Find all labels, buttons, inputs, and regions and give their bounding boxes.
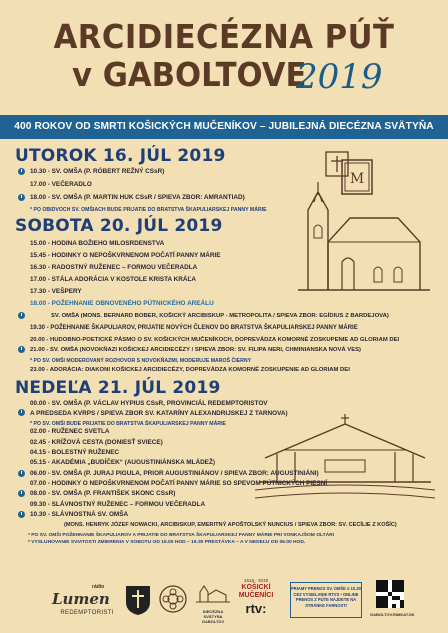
program-item: 00.00 - SV. OMŠA (P. VÁCLAV HYPIUS CSsR, PROVINCIÁL REDEMPTORISTOV: [30, 400, 268, 407]
kosicki-mucenici-logo: [232, 578, 280, 616]
clock-icon: [18, 490, 25, 497]
program-item: (MONS. HENRYK JÓZEF NOWACKI, ARCIBISKUP, EMERITNÝ APOŠTOLSKÝ NUNCIUS / SPIEVA ZBOR: SV. CECÍLIE Z KOŠÍC): [64, 522, 397, 529]
mucenici-wordmark: KOŠICKÍ MUČENÍCI: [238, 584, 274, 599]
program-item: 18.00 - POŽEHNANIE OBNOVENÉHO PÚTNICKÉHO AREÁLU: [30, 300, 214, 307]
clock-icon: [18, 409, 25, 416]
broadcast-info-box: PRIAMY PRENOS SV. OMŠE o 10.30 CEZ VYSIELANIE RTVS • ONLINE PRENOS Z PÚTE NÁJDETE NA STRÁNKE FARNOSTI: [290, 582, 362, 618]
title-line-1: ARCIDIECÉZNA PÚŤ: [53, 17, 395, 56]
diecezna-svatyna-logo: [194, 582, 232, 624]
parish-url[interactable]: GABOLTOV.RIMKAT.SK: [370, 612, 415, 617]
title-line-2: v GABOLTOVE: [72, 55, 307, 94]
program-note: * PO SV. OMŠI BUDE PRIJATIE DO BRATSTVA ŠKAPULIARSKEJ PANNY MÁRIE: [30, 420, 226, 427]
program-item: 15.00 - HODINA BOŽIEHO MILOSRDENSTVA: [30, 240, 165, 247]
clock-icon: [18, 168, 25, 175]
years-label: 1619 - 2019: [243, 578, 269, 583]
day-heading-saturday: SOBOTA 20. JÚL 2019: [15, 216, 223, 236]
program-item: 20.00 - HUDOBNO-POETICKÉ PÁSMO O SV. KOŠICKÝCH MUČENÍKOCH, DOPREVÁDZA KOMORNÉ ZOSKUPENIE AD GLORIAM DEI: [30, 337, 400, 343]
program-item: 02.45 - KRÍŽOVÁ CESTA (DONIESŤ SVIECE): [30, 438, 163, 446]
program-item: 17.00 - STÁLA ADORÁCIA V KOSTOLE KRISTA KRÁĽA: [30, 276, 197, 283]
program-item: 05.15 - AKADÉMIA „BUDÍČEK“ (AUGUSTINIÁNSKA MLÁDEŽ): [30, 459, 215, 467]
day-heading-tuesday: UTOROK 16. JÚL 2019: [15, 146, 226, 166]
flower-seal-icon: [158, 584, 188, 614]
program-note: * PO OBIDVOCH SV. OMŠIACH BUDE PRIJATIE DO BRATSTVA ŠKAPULIARSKEJ PANNY MÁRIE: [30, 207, 267, 213]
lumen-wordmark: Lumen: [52, 590, 110, 608]
clock-icon: [18, 312, 25, 319]
program-item: 10.30 - SV. OMŠA (P. RÓBERT REŽNÝ CSsR): [30, 168, 165, 175]
program-item: A PREDSEDA KVRPS / SPIEVA ZBOR SV. KATARÍNY ALEXANDRIJSKEJ Z TARNOVA): [30, 410, 288, 418]
program-item: SV. OMŠA (MONS. BERNARD BOBER, KOŠICKÝ ARCIBISKUP - METROPOLITA / SPIEVA ZBOR: EGÍDIUS Z BARDEJOVA): [51, 313, 389, 319]
church-small-icon: [194, 582, 232, 604]
program-item: 21.00 - SV. OMŠA (NOVOKŇAZI KOŠICKEJ ARCIDIECÉZY / SPIEVA ZBOR: SV. FILIPA NERI, CHMINIANSKA NOVÁ VES): [30, 347, 362, 353]
program-item: 23.00 - ADORÁCIA: DIAKONI KOŠICKEJ ARCIDIECÉZY, DOPREVÁDZA KOMORNÉ ZOSKUPENIE AD GLORIAM DEI: [30, 367, 350, 373]
qr-pattern: [376, 580, 404, 608]
program-note: * VYSLUHOVANIE SVIATOSTI ZMIERENIA V SOBOTU OD 16.00 HOD – 19.30 PRESTÁVKA – A V NEDEĽU OD 06.00 HOD.: [28, 540, 306, 546]
program-item: 04.15 - BOLESTNÝ RUŽENEC: [30, 449, 120, 457]
rtv-wordmark: rtv:: [245, 601, 267, 616]
program-item: 06.00 - SV. OMŠA (P. JURAJ PIGULA, PRIOR AUGUSTINIÁNOV / SPIEVA ZBOR: AUGUSTINIÁNI): [30, 469, 319, 477]
program-item: 10.30 - SLÁVNOSTNÁ SV. OMŠA: [30, 510, 129, 518]
church-illustration: [290, 150, 438, 300]
poster-title: [0, 18, 448, 96]
program-item: 17.30 - VEŠPERY: [30, 288, 82, 295]
program-item: 07.00 - HODINKY O NEPOŠKVRNENOM POČATÍ PANNY MÁRIE SO SPEVOM PÚTNICKÝCH PIESNÍ: [30, 479, 328, 487]
clock-icon: [18, 346, 25, 353]
program-item: 16.30 - RADOSTNÝ RUŽENEC – FORMOU VEČERADLA: [30, 264, 198, 271]
day-heading-sunday: NEDEĽA 21. JÚL 2019: [15, 378, 221, 398]
program-item: 17.00 - VEČERADLO: [30, 181, 92, 188]
program-item: 18.00 - SV. OMŠA (P. MARTIN HUK CSsR / SPIEVA ZBOR: AMRANTIAD): [30, 194, 245, 201]
radio-lumen-logo: [52, 584, 122, 616]
program-item: 15.45 - HODINKY O NEPOŠKVRNENOM POČATÍ PANNY MÁRIE: [30, 252, 221, 259]
program-note: * PO SV. OMŠI POŽEHNANIE ŠKAPULIAROV A PRIJATIE DO BRATSTVA ŠKAPULIARSKEJ PANNY MÁRIE PRI VONKAJŠOM OLTÁRI: [28, 532, 335, 538]
program-item: 02.00 - RUŽENEC SVETLA: [30, 428, 110, 436]
svg-text:M: M: [349, 171, 365, 187]
clock-icon: [18, 194, 25, 201]
program-item: 09.30 - SLÁVNOSTNÝ RUŽENEC – FORMOU VEČERADLA: [30, 500, 206, 508]
pilgrimage-area-illustration: [255, 410, 435, 502]
clock-icon: [18, 470, 25, 477]
redemptoristi-label: REDEMPTORISTI: [60, 610, 114, 616]
program-item: 19.30 - POŽEHNANIE ŠKAPULIAROV, PRIJATIE NOVÝCH ČLENOV DO BRATSTVA ŠKAPULIARSKEJ PANNY MÁRIE: [30, 325, 358, 331]
qr-code-icon[interactable]: [376, 580, 404, 608]
svatyna-label: DIECÉZNA SVÄTYŇA GABOLTOV: [201, 609, 225, 624]
program-note: * PO SV. OMŠI MODEROVANÝ ROZHOVOR S NOVOKŇAZMI, MODERUJE MAROŠ ČIERNY: [30, 358, 252, 364]
program-item: 08.00 - SV. OMŠA (P. FRANTIŠEK SKONC CSsR): [30, 490, 176, 498]
clock-icon: [18, 511, 25, 518]
redemptorist-crest-icon: [124, 584, 152, 616]
footer-logos: [0, 572, 448, 633]
title-year: 2019: [296, 57, 383, 97]
subtitle-banner: 400 ROKOV OD SMRTI KOŠICKÝCH MUČENÍKOV – JUBILEJNÁ DIECÉZNA SVÄTYŇA: [0, 115, 448, 139]
logo-sub-label: rádio: [92, 584, 105, 590]
